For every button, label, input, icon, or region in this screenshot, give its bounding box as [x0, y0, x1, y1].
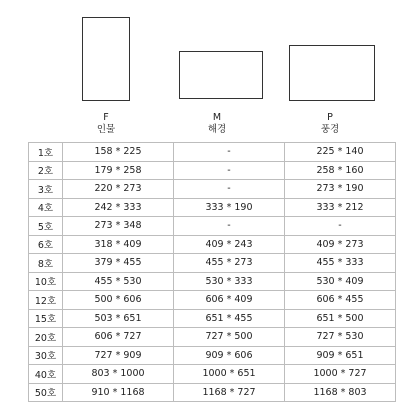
landscape-size-cell: 530 * 409	[285, 272, 396, 291]
marine-size-cell: 606 * 409	[174, 291, 285, 310]
size-number-cell: 15호	[29, 309, 63, 328]
table-row	[29, 291, 396, 310]
marine-size-cell: 727 * 500	[174, 328, 285, 347]
size-number-cell: 40호	[29, 365, 63, 384]
portrait-size-cell: 242 * 333	[63, 198, 174, 217]
portrait-size-cell: 220 * 273	[63, 180, 174, 199]
marine-size-cell: -	[174, 143, 285, 162]
marine-size-cell: -	[174, 161, 285, 180]
landscape-size-cell: 409 * 273	[285, 235, 396, 254]
table-row	[29, 383, 396, 402]
size-number-cell: 6호	[29, 235, 63, 254]
marine-size-cell: -	[174, 180, 285, 199]
header-letter: F	[103, 112, 109, 123]
size-number-cell: 3호	[29, 180, 63, 199]
header-letter: P	[327, 112, 333, 123]
portrait-size-cell: 727 * 909	[63, 346, 174, 365]
table-row	[29, 254, 396, 273]
size-number-cell: 1호	[29, 143, 63, 162]
size-number-cell: 10호	[29, 272, 63, 291]
portrait-size-cell: 606 * 727	[63, 328, 174, 347]
portrait-format-rectangle	[82, 17, 130, 101]
marine-size-cell: 530 * 333	[174, 272, 285, 291]
portrait-size-cell: 455 * 530	[63, 272, 174, 291]
landscape-size-cell: 225 * 140	[285, 143, 396, 162]
landscape-size-cell: 1168 * 803	[285, 383, 396, 402]
column-header-f	[56, 112, 156, 136]
size-number-cell: 4호	[29, 198, 63, 217]
size-number-cell: 20호	[29, 328, 63, 347]
table-row	[29, 198, 396, 217]
column-header-m	[167, 112, 267, 136]
header-name: 해경	[207, 124, 227, 135]
portrait-size-cell: 503 * 651	[63, 309, 174, 328]
size-number-cell: 5호	[29, 217, 63, 236]
landscape-size-cell: 651 * 500	[285, 309, 396, 328]
size-number-cell: 2호	[29, 161, 63, 180]
landscape-size-cell: -	[285, 217, 396, 236]
size-table-body	[29, 143, 396, 402]
table-row	[29, 235, 396, 254]
table-row	[29, 180, 396, 199]
table-row	[29, 272, 396, 291]
size-number-cell: 8호	[29, 254, 63, 273]
table-row	[29, 217, 396, 236]
marine-size-cell: 455 * 273	[174, 254, 285, 273]
table-row	[29, 161, 396, 180]
table-row	[29, 328, 396, 347]
header-name: 풍경	[320, 124, 340, 135]
portrait-size-cell: 500 * 606	[63, 291, 174, 310]
canvas-size-table	[28, 142, 396, 402]
header-letter: M	[212, 112, 222, 123]
portrait-size-cell: 379 * 455	[63, 254, 174, 273]
table-row	[29, 309, 396, 328]
marine-size-cell: 1168 * 727	[174, 383, 285, 402]
marine-size-cell: 909 * 606	[174, 346, 285, 365]
column-header-p	[280, 112, 380, 136]
landscape-format-rectangle	[289, 45, 375, 101]
marine-size-cell: 333 * 190	[174, 198, 285, 217]
portrait-size-cell: 179 * 258	[63, 161, 174, 180]
landscape-size-cell: 455 * 333	[285, 254, 396, 273]
landscape-size-cell: 258 * 160	[285, 161, 396, 180]
size-number-cell: 30호	[29, 346, 63, 365]
landscape-size-cell: 333 * 212	[285, 198, 396, 217]
header-name: 인물	[96, 124, 116, 135]
landscape-size-cell: 909 * 651	[285, 346, 396, 365]
landscape-size-cell: 1000 * 727	[285, 365, 396, 384]
table-row	[29, 143, 396, 162]
marine-size-cell: -	[174, 217, 285, 236]
landscape-size-cell: 606 * 455	[285, 291, 396, 310]
marine-format-rectangle	[179, 51, 263, 99]
marine-size-cell: 409 * 243	[174, 235, 285, 254]
marine-size-cell: 651 * 455	[174, 309, 285, 328]
table-row	[29, 346, 396, 365]
portrait-size-cell: 803 * 1000	[63, 365, 174, 384]
landscape-size-cell: 727 * 530	[285, 328, 396, 347]
landscape-size-cell: 273 * 190	[285, 180, 396, 199]
size-number-cell: 50호	[29, 383, 63, 402]
portrait-size-cell: 910 * 1168	[63, 383, 174, 402]
table-row	[29, 365, 396, 384]
size-number-cell: 12호	[29, 291, 63, 310]
portrait-size-cell: 158 * 225	[63, 143, 174, 162]
marine-size-cell: 1000 * 651	[174, 365, 285, 384]
portrait-size-cell: 273 * 348	[63, 217, 174, 236]
portrait-size-cell: 318 * 409	[63, 235, 174, 254]
